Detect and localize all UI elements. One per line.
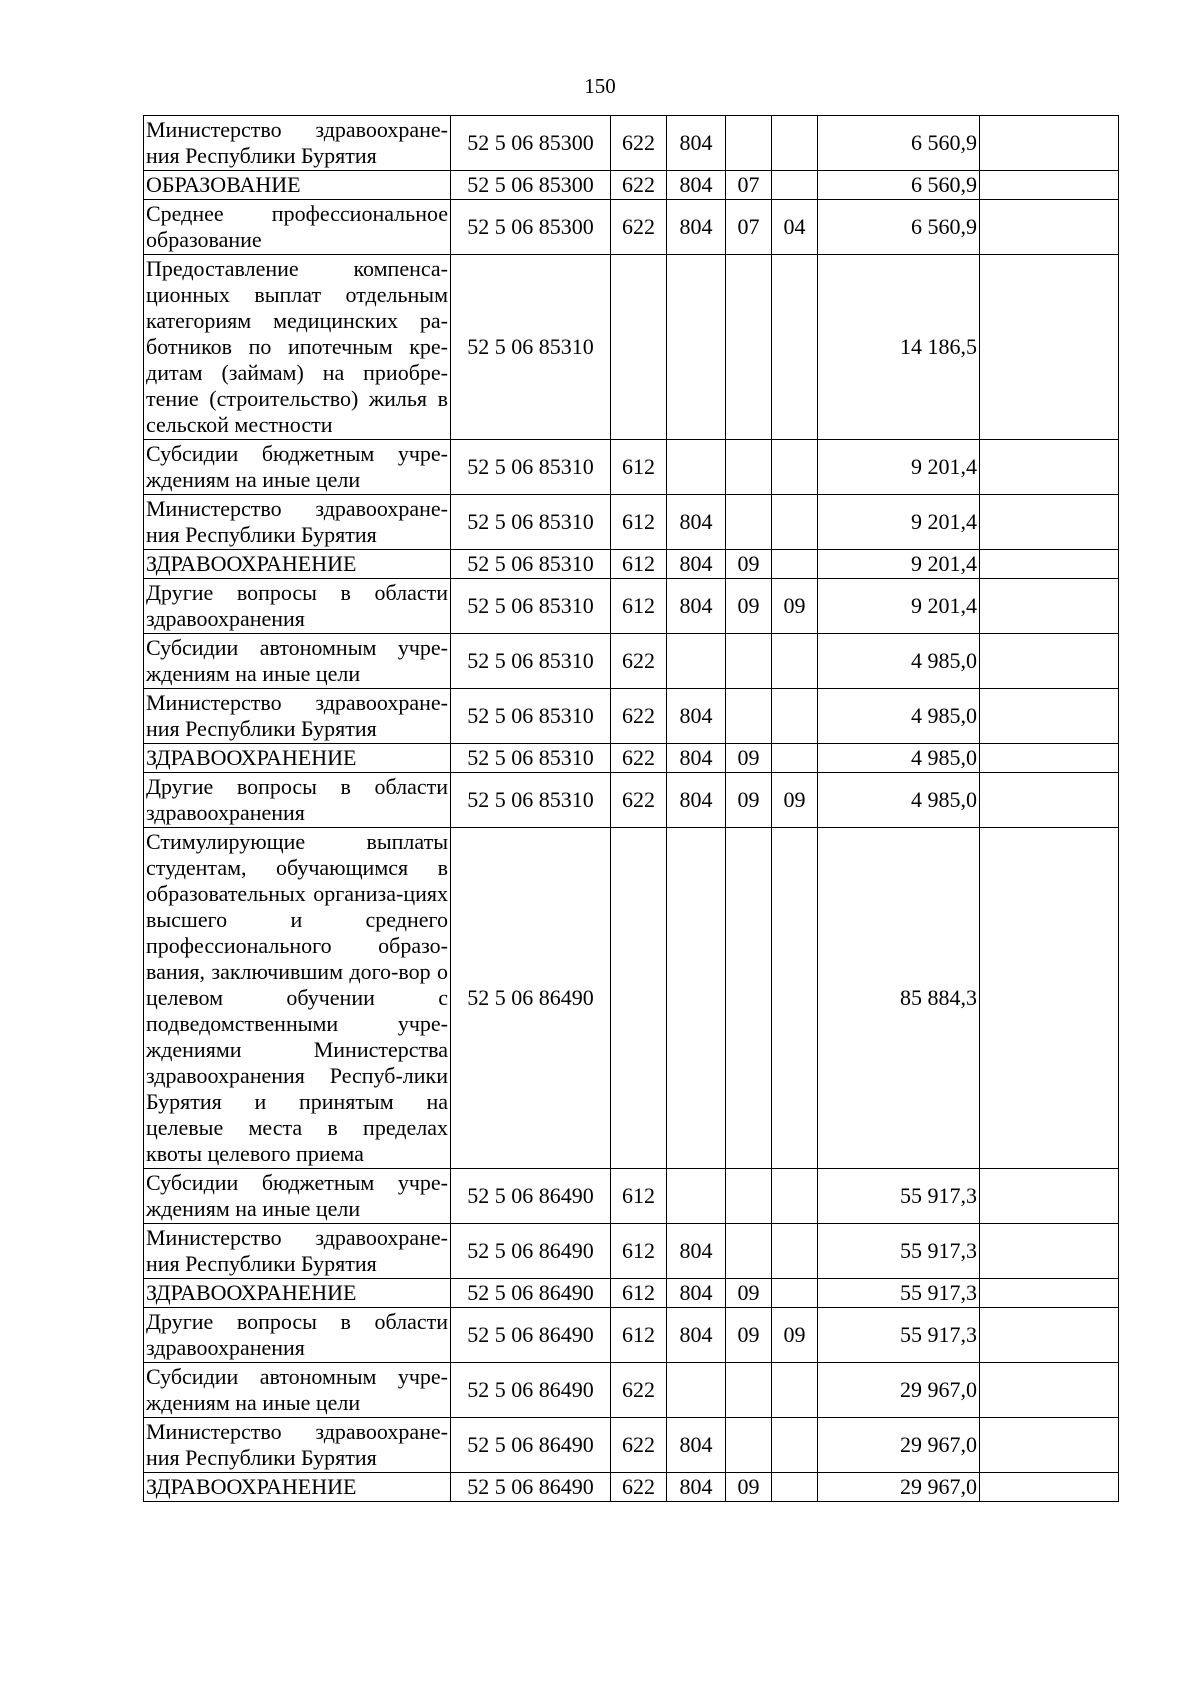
table-row <box>144 579 1119 634</box>
row-pr-cell <box>772 1169 818 1224</box>
row-pr-cell: 09 <box>772 1308 818 1363</box>
row-empty-cell <box>980 116 1119 171</box>
row-pr-cell <box>772 171 818 200</box>
row-vr-cell: 612 <box>611 495 667 550</box>
table-row <box>144 200 1119 255</box>
row-code-cell: 52 5 06 86490 <box>451 1169 611 1224</box>
row-name-cell: Предоставление компенса-ционных выплат отдельным категориям медицинских ра-ботников по ипотечным кре-дитам (займам) на приобре-тение (строительство) жилья в сельской местности <box>144 255 451 440</box>
row-pr-cell <box>772 1363 818 1418</box>
row-name-cell: Министерство здравоохране-ния Республики Бурятия <box>144 495 451 550</box>
row-pr-cell: 09 <box>772 773 818 828</box>
row-vr-cell: 622 <box>611 689 667 744</box>
row-gr-cell: 804 <box>667 1224 726 1279</box>
row-pr-cell <box>772 1279 818 1308</box>
table-row <box>144 1308 1119 1363</box>
row-empty-cell <box>980 1363 1119 1418</box>
row-vr-cell: 612 <box>611 1279 667 1308</box>
row-rz-cell: 07 <box>726 200 772 255</box>
row-vr-cell: 622 <box>611 1363 667 1418</box>
row-pr-cell <box>772 1224 818 1279</box>
table-row <box>144 1224 1119 1279</box>
row-rz-cell <box>726 1169 772 1224</box>
row-sum-cell: 85 884,3 <box>818 828 980 1169</box>
row-code-cell: 52 5 06 85310 <box>451 634 611 689</box>
row-vr-cell <box>611 255 667 440</box>
row-code-cell: 52 5 06 85310 <box>451 579 611 634</box>
row-empty-cell <box>980 828 1119 1169</box>
row-code-cell: 52 5 06 85310 <box>451 744 611 773</box>
row-vr-cell: 622 <box>611 1473 667 1502</box>
row-sum-cell: 55 917,3 <box>818 1308 980 1363</box>
row-sum-cell: 4 985,0 <box>818 689 980 744</box>
table-row <box>144 495 1119 550</box>
table-row <box>144 828 1119 1169</box>
row-gr-cell: 804 <box>667 550 726 579</box>
row-sum-cell: 9 201,4 <box>818 495 980 550</box>
row-name-cell: Другие вопросы в области здравоохранения <box>144 1308 451 1363</box>
table-row <box>144 550 1119 579</box>
row-gr-cell <box>667 634 726 689</box>
row-name-cell: ЗДРАВООХРАНЕНИЕ <box>144 1279 451 1308</box>
row-pr-cell <box>772 634 818 689</box>
row-gr-cell: 804 <box>667 689 726 744</box>
row-gr-cell: 804 <box>667 1418 726 1473</box>
row-pr-cell <box>772 550 818 579</box>
row-vr-cell: 622 <box>611 744 667 773</box>
table-row <box>144 773 1119 828</box>
row-pr-cell <box>772 689 818 744</box>
row-rz-cell: 09 <box>726 744 772 773</box>
table-row <box>144 1418 1119 1473</box>
row-pr-cell <box>772 1418 818 1473</box>
row-empty-cell <box>980 255 1119 440</box>
row-sum-cell: 14 186,5 <box>818 255 980 440</box>
row-pr-cell: 09 <box>772 579 818 634</box>
row-gr-cell <box>667 255 726 440</box>
row-sum-cell: 9 201,4 <box>818 550 980 579</box>
row-gr-cell: 804 <box>667 744 726 773</box>
row-rz-cell <box>726 634 772 689</box>
row-vr-cell: 612 <box>611 1224 667 1279</box>
row-sum-cell: 4 985,0 <box>818 744 980 773</box>
row-code-cell: 52 5 06 85310 <box>451 550 611 579</box>
row-empty-cell <box>980 634 1119 689</box>
table-row <box>144 440 1119 495</box>
row-name-cell: Министерство здравоохране-ния Республики Бурятия <box>144 116 451 171</box>
row-vr-cell <box>611 828 667 1169</box>
row-rz-cell: 07 <box>726 171 772 200</box>
row-name-cell: Стимулирующие выплаты студентам, обучающимся в образовательных организа-циях высшего и среднего профессионального образо-вания, заключившим дого-вор о целевом обучении с подведомственными учре-ждениями Министерства здравоохранения Респуб-лики Бурятия и принятым на целевые места в пределах квоты целевого приема <box>144 828 451 1169</box>
row-gr-cell: 804 <box>667 1279 726 1308</box>
row-sum-cell: 55 917,3 <box>818 1279 980 1308</box>
row-code-cell: 52 5 06 86490 <box>451 1363 611 1418</box>
table-row <box>144 255 1119 440</box>
table-row <box>144 116 1119 171</box>
row-pr-cell <box>772 828 818 1169</box>
row-code-cell: 52 5 06 85310 <box>451 255 611 440</box>
row-pr-cell <box>772 495 818 550</box>
row-sum-cell: 6 560,9 <box>818 171 980 200</box>
row-code-cell: 52 5 06 85300 <box>451 116 611 171</box>
row-vr-cell: 622 <box>611 116 667 171</box>
row-gr-cell: 804 <box>667 495 726 550</box>
row-vr-cell: 612 <box>611 579 667 634</box>
row-rz-cell <box>726 1224 772 1279</box>
row-name-cell: ЗДРАВООХРАНЕНИЕ <box>144 744 451 773</box>
row-sum-cell: 9 201,4 <box>818 579 980 634</box>
row-rz-cell: 09 <box>726 579 772 634</box>
row-pr-cell: 04 <box>772 200 818 255</box>
row-vr-cell: 612 <box>611 1308 667 1363</box>
row-name-cell: Среднее профессиональное образование <box>144 200 451 255</box>
row-name-cell: Министерство здравоохране-ния Республики Бурятия <box>144 1418 451 1473</box>
row-empty-cell <box>980 689 1119 744</box>
row-empty-cell <box>980 773 1119 828</box>
row-name-cell: Министерство здравоохране-ния Республики Бурятия <box>144 1224 451 1279</box>
row-rz-cell <box>726 1363 772 1418</box>
row-code-cell: 52 5 06 85310 <box>451 689 611 744</box>
table-row <box>144 1279 1119 1308</box>
row-pr-cell <box>772 255 818 440</box>
row-rz-cell <box>726 116 772 171</box>
row-gr-cell: 804 <box>667 579 726 634</box>
row-empty-cell <box>980 440 1119 495</box>
row-vr-cell: 622 <box>611 200 667 255</box>
row-empty-cell <box>980 200 1119 255</box>
row-name-cell: Субсидии автономным учре-ждениям на иные цели <box>144 634 451 689</box>
row-name-cell: Субсидии бюджетным учре-ждениям на иные цели <box>144 1169 451 1224</box>
row-pr-cell <box>772 1473 818 1502</box>
row-gr-cell: 804 <box>667 116 726 171</box>
row-code-cell: 52 5 06 86490 <box>451 1418 611 1473</box>
row-name-cell: ОБРАЗОВАНИЕ <box>144 171 451 200</box>
table-row <box>144 171 1119 200</box>
row-sum-cell: 4 985,0 <box>818 634 980 689</box>
row-rz-cell: 09 <box>726 1279 772 1308</box>
table-row <box>144 634 1119 689</box>
row-empty-cell <box>980 579 1119 634</box>
row-code-cell: 52 5 06 86490 <box>451 1224 611 1279</box>
page-number: 150 <box>584 74 616 98</box>
row-sum-cell: 29 967,0 <box>818 1363 980 1418</box>
table-row <box>144 1363 1119 1418</box>
row-gr-cell: 804 <box>667 1473 726 1502</box>
row-code-cell: 52 5 06 85310 <box>451 440 611 495</box>
row-rz-cell <box>726 689 772 744</box>
row-vr-cell: 622 <box>611 171 667 200</box>
row-name-cell: Министерство здравоохране-ния Республики Бурятия <box>144 689 451 744</box>
row-sum-cell: 9 201,4 <box>818 440 980 495</box>
row-code-cell: 52 5 06 85310 <box>451 773 611 828</box>
row-name-cell: Другие вопросы в области здравоохранения <box>144 579 451 634</box>
row-vr-cell: 622 <box>611 1418 667 1473</box>
row-vr-cell: 612 <box>611 440 667 495</box>
row-pr-cell <box>772 440 818 495</box>
row-empty-cell <box>980 1308 1119 1363</box>
row-name-cell: Другие вопросы в области здравоохранения <box>144 773 451 828</box>
row-rz-cell <box>726 440 772 495</box>
row-code-cell: 52 5 06 86490 <box>451 1279 611 1308</box>
row-gr-cell <box>667 1363 726 1418</box>
row-sum-cell: 4 985,0 <box>818 773 980 828</box>
row-empty-cell <box>980 1418 1119 1473</box>
budget-table <box>143 115 1119 1502</box>
row-pr-cell <box>772 744 818 773</box>
row-rz-cell: 09 <box>726 1308 772 1363</box>
row-code-cell: 52 5 06 85300 <box>451 171 611 200</box>
row-name-cell: ЗДРАВООХРАНЕНИЕ <box>144 1473 451 1502</box>
row-empty-cell <box>980 744 1119 773</box>
row-code-cell: 52 5 06 86490 <box>451 1308 611 1363</box>
row-empty-cell <box>980 495 1119 550</box>
row-vr-cell: 622 <box>611 773 667 828</box>
row-empty-cell <box>980 1279 1119 1308</box>
table-row <box>144 689 1119 744</box>
row-sum-cell: 55 917,3 <box>818 1224 980 1279</box>
row-gr-cell: 804 <box>667 773 726 828</box>
row-sum-cell: 55 917,3 <box>818 1169 980 1224</box>
row-empty-cell <box>980 1224 1119 1279</box>
row-pr-cell <box>772 116 818 171</box>
row-sum-cell: 29 967,0 <box>818 1473 980 1502</box>
row-empty-cell <box>980 171 1119 200</box>
row-gr-cell: 804 <box>667 1308 726 1363</box>
row-empty-cell <box>980 1473 1119 1502</box>
row-rz-cell: 09 <box>726 550 772 579</box>
row-vr-cell: 612 <box>611 1169 667 1224</box>
row-vr-cell: 622 <box>611 634 667 689</box>
row-rz-cell <box>726 255 772 440</box>
row-sum-cell: 6 560,9 <box>818 200 980 255</box>
row-name-cell: Субсидии автономным учре-ждениям на иные цели <box>144 1363 451 1418</box>
row-gr-cell: 804 <box>667 200 726 255</box>
row-vr-cell: 612 <box>611 550 667 579</box>
row-rz-cell: 09 <box>726 1473 772 1502</box>
row-gr-cell: 804 <box>667 171 726 200</box>
row-rz-cell <box>726 828 772 1169</box>
row-rz-cell: 09 <box>726 773 772 828</box>
table-row <box>144 1169 1119 1224</box>
row-code-cell: 52 5 06 86490 <box>451 828 611 1169</box>
row-gr-cell <box>667 1169 726 1224</box>
row-name-cell: ЗДРАВООХРАНЕНИЕ <box>144 550 451 579</box>
row-code-cell: 52 5 06 85310 <box>451 495 611 550</box>
row-rz-cell <box>726 495 772 550</box>
table-row <box>144 1473 1119 1502</box>
row-code-cell: 52 5 06 86490 <box>451 1473 611 1502</box>
budget-table-body <box>144 116 1119 1502</box>
row-gr-cell <box>667 828 726 1169</box>
row-gr-cell <box>667 440 726 495</box>
row-rz-cell <box>726 1418 772 1473</box>
row-code-cell: 52 5 06 85300 <box>451 200 611 255</box>
row-name-cell: Субсидии бюджетным учре-ждениям на иные цели <box>144 440 451 495</box>
row-empty-cell <box>980 1169 1119 1224</box>
table-row <box>144 744 1119 773</box>
row-empty-cell <box>980 550 1119 579</box>
row-sum-cell: 6 560,9 <box>818 116 980 171</box>
row-sum-cell: 29 967,0 <box>818 1418 980 1473</box>
